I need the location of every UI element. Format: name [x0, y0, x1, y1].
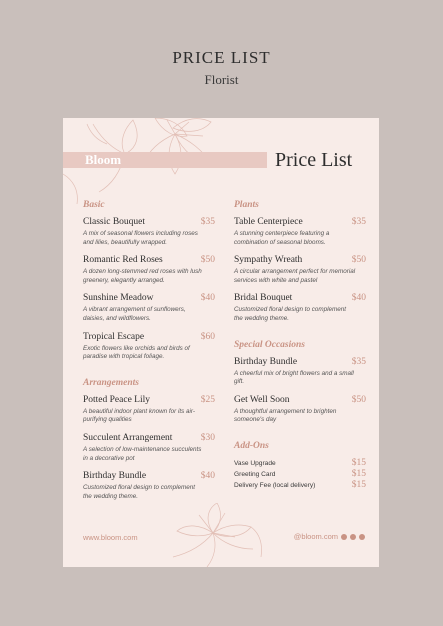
website-link[interactable]: www.bloom.com — [83, 533, 138, 542]
item-name: Romantic Red Roses — [83, 255, 163, 266]
item-name: Tropical Escape — [83, 331, 145, 342]
card-title: Price List — [275, 149, 353, 171]
item-price: $40 — [200, 471, 215, 482]
item-name: Get Well Soon — [234, 394, 290, 405]
item-description: A circular arrangement perfect for memorial services with white and pastel — [234, 268, 356, 284]
section-title-add-ons: Add-Ons — [234, 440, 269, 451]
menu-item — [83, 293, 215, 323]
section-title-arrangements: Arrangements — [83, 377, 139, 388]
floral-line-art-bottom — [163, 503, 273, 567]
item-description: Customized floral design to complement the wedding theme. — [234, 306, 346, 322]
menu-item — [234, 395, 366, 425]
item-description: A stunning centerpiece featuring a combination of seasonal blooms. — [234, 230, 330, 246]
item-description: Customized floral design to complement the wedding theme. — [83, 484, 195, 500]
menu-item — [83, 255, 215, 285]
right-column — [234, 200, 366, 491]
item-price: $35 — [351, 356, 366, 367]
addon-item — [234, 480, 366, 491]
addon-price: $15 — [351, 479, 366, 490]
menu-item — [83, 332, 215, 362]
item-name: Potted Peace Lily — [83, 394, 151, 405]
item-description: A selection of low-maintenance succulents in a decorative pot — [83, 445, 202, 462]
menu-item — [234, 357, 366, 387]
addon-price: $15 — [351, 468, 366, 479]
item-name: Birthday Bundle — [234, 356, 298, 367]
social-icon-1[interactable] — [341, 534, 347, 540]
menu-item — [83, 395, 215, 425]
item-name: Sympathy Wreath — [234, 255, 303, 266]
item-name: Sunshine Meadow — [83, 293, 154, 304]
social-handle — [294, 532, 365, 541]
item-price: $60 — [200, 331, 215, 342]
item-description: A dozen long-stemmed red roses with lush greenery, elegantly arranged. — [83, 268, 202, 284]
item-name: Table Centerpiece — [234, 217, 303, 227]
addon-name: Greeting Card — [234, 470, 276, 478]
page-subtitle: Florist — [204, 72, 239, 87]
item-description: Exotic flowers like orchids and birds of paradise with tropical foliage. — [83, 344, 190, 361]
page-header — [0, 48, 443, 88]
menu-item — [234, 293, 366, 323]
menu-item — [234, 255, 366, 285]
item-price: $50 — [351, 255, 366, 266]
item-price: $40 — [200, 293, 215, 304]
item-price: $35 — [200, 217, 215, 227]
item-price: $35 — [351, 217, 366, 227]
social-handle-text: @bloom.com — [293, 532, 338, 541]
item-name: Classic Bouquet — [83, 217, 146, 227]
item-price: $50 — [200, 255, 215, 266]
section-title-basic: Basic — [83, 200, 105, 210]
brand-name: Bloom — [85, 152, 122, 167]
addon-price: $15 — [351, 457, 366, 468]
item-price: $25 — [200, 394, 215, 405]
addon-item — [234, 469, 366, 480]
item-name: Birthday Bundle — [83, 471, 147, 482]
addon-name: Delivery Fee (local delivery) — [234, 481, 316, 489]
menu-item — [83, 217, 215, 247]
item-price: $30 — [200, 432, 215, 443]
addon-name: Vase Upgrade — [234, 459, 276, 467]
item-description: A mix of seasonal flowers including roses and lilies, beautifully wrapped. — [83, 230, 198, 246]
item-description: A vibrant arrangement of sunflowers, daisies, and wildflowers. — [83, 306, 186, 322]
social-icon-2[interactable] — [350, 534, 356, 540]
menu-item — [234, 217, 366, 247]
left-column — [83, 200, 215, 509]
item-description: A cheerful mix of bright flowers and a small gift. — [234, 369, 354, 386]
menu-item — [83, 433, 215, 463]
price-list-card — [63, 118, 379, 567]
addon-item — [234, 458, 366, 469]
item-name: Succulent Arrangement — [83, 432, 173, 443]
section-title-plants: Plants — [234, 200, 259, 210]
item-description: A thoughtful arrangement to brighten someone's day — [234, 407, 337, 424]
social-icon-3[interactable] — [359, 534, 365, 540]
item-description: A beautiful indoor plant known for its air-purifying qualities — [83, 407, 196, 424]
page-title: PRICE LIST — [172, 48, 271, 67]
section-title-special-occasions: Special Occasions — [234, 339, 305, 350]
item-name: Bridal Bouquet — [234, 293, 293, 304]
menu-item — [83, 471, 215, 501]
item-price: $50 — [351, 394, 366, 405]
item-price: $40 — [351, 293, 366, 304]
